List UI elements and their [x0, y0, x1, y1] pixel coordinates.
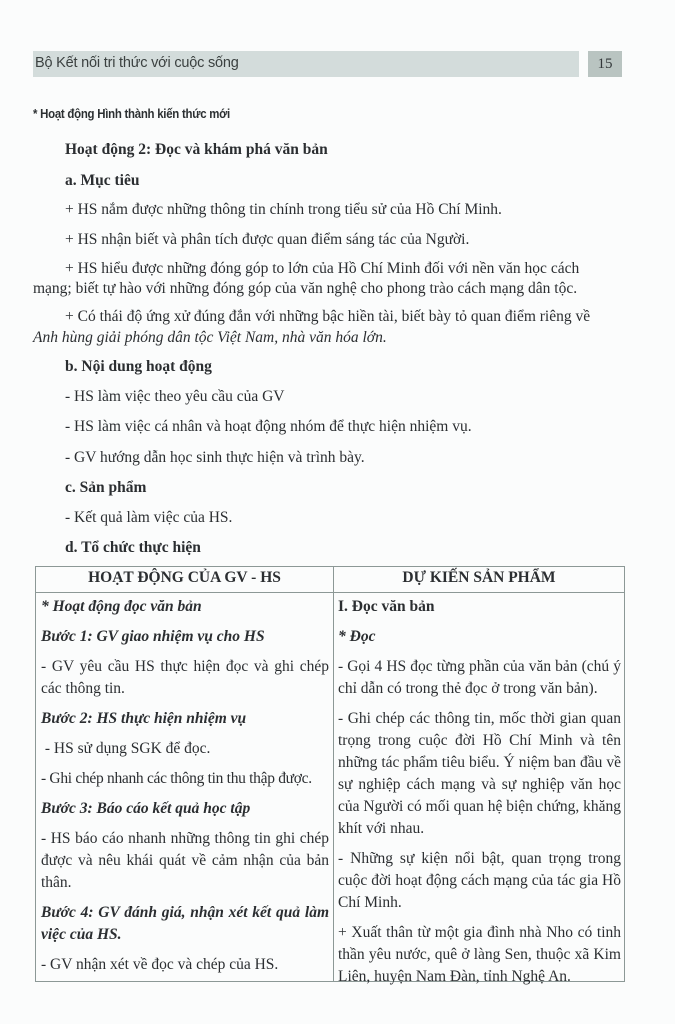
step-1-title: Bước 1: GV giao nhiệm vụ cho HS — [41, 628, 265, 645]
activity-table — [35, 566, 625, 985]
objective-item-continued: mạng; biết tự hào với những đóng góp của văn nghệ cho phong trào cách mạng dân tộc. — [33, 280, 578, 297]
step-3-title: Bước 3: Báo cáo kết quả học tập — [41, 800, 251, 817]
step-4-text: - GV nhận xét về đọc và chép của HS. — [41, 956, 279, 973]
objective-item: + HS hiểu được những đóng góp to lớn của Hồ Chí Minh đối với nền văn học cách — [65, 260, 580, 277]
reading-subtitle: * Đọc — [338, 628, 376, 645]
step-2-text: - Ghi chép nhanh các thông tin thu thập được. — [41, 770, 312, 787]
content-heading: b. Nội dung hoạt động — [65, 358, 212, 375]
step-3-text: - HS báo cáo nhanh những thông tin ghi chép được và nêu khái quát về cảm nhận của bản thân. — [41, 830, 329, 891]
objective-item-continued: Anh hùng giải phóng dân tộc Việt Nam, nhà văn hóa lớn. — [33, 329, 387, 346]
organization-heading: d. Tổ chức thực hiện — [65, 539, 201, 556]
right-cell — [338, 596, 621, 988]
objective-item: + HS nhận biết và phân tích được quan điểm sáng tác của Người. — [65, 231, 470, 248]
activity-title: Hoạt động 2: Đọc và khám phá văn bản — [65, 141, 328, 158]
objective-item: + Có thái độ ứng xử đúng đắn với những bậc hiền tài, biết bày tỏ quan điểm riêng về — [65, 308, 591, 325]
expected-product-paragraph: - Ghi chép các thông tin, mốc thời gian quan trọng trong cuộc đời Hồ Chí Minh và tên những tác phẩm tiêu biểu. Ý niệm ban đầu về sự nghiệp cách mạng và sự nghiệp văn học của Người có mối quan hệ biện chứng, khăng khít với nhau. — [338, 710, 621, 837]
table-header-expected-products: DỰ KIẾN SẢN PHẨM — [402, 569, 556, 586]
step-2-text: - HS sử dụng SGK để đọc. — [41, 740, 211, 757]
page-number-text: 15 — [597, 55, 613, 72]
left-cell — [41, 596, 329, 976]
content-item: - HS làm việc theo yêu cầu của GV — [65, 388, 285, 405]
step-2-title: Bước 2: HS thực hiện nhiệm vụ — [41, 710, 247, 727]
step-1-text: - GV yêu cầu HS thực hiện đọc và ghi chép các thông tin. — [41, 658, 329, 697]
product-item: - Kết quả làm việc của HS. — [65, 509, 233, 526]
objectives-heading: a. Mục tiêu — [65, 172, 140, 189]
header-divider — [36, 592, 624, 593]
reading-activity-title: * Hoạt động đọc văn bản — [41, 598, 202, 615]
column-divider — [333, 567, 334, 981]
objective-item: + HS nắm được những thông tin chính trong tiểu sử của Hồ Chí Minh. — [65, 201, 502, 218]
step-4-title: Bước 4: GV đánh giá, nhận xét kết quả làm việc của HS. — [41, 904, 329, 943]
table-header-activities: HOẠT ĐỘNG CỦA GV - HS — [88, 569, 281, 586]
expected-product-paragraph: + Xuất thân từ một gia đình nhà Nho có tinh thần yêu nước, quê ở làng Sen, thuộc xã Kim Liên, huyện Nam Đàn, tỉnh Nghệ An. — [338, 924, 621, 985]
content-item: - GV hướng dẫn học sinh thực hiện và trình bày. — [65, 449, 365, 466]
product-heading: c. Sản phẩm — [65, 479, 147, 496]
expected-product-paragraph: - Những sự kiện nổi bật, quan trọng trong cuộc đời hoạt động cách mạng của tác gia Hồ Chí Minh. — [338, 850, 621, 911]
content-item: - HS làm việc cá nhân và hoạt động nhóm để thực hiện nhiệm vụ. — [65, 418, 472, 435]
page-number — [588, 51, 622, 77]
running-header-title: Bộ Kết nối tri thức với cuộc sống — [35, 55, 239, 71]
section-heading: * Hoạt động Hình thành kiến thức mới — [33, 106, 230, 121]
reading-section-title: I. Đọc văn bản — [338, 598, 435, 615]
expected-product-paragraph: - Gọi 4 HS đọc từng phần của văn bản (chú ý chỉ dẫn có trong thẻ đọc ở trong văn bản). — [338, 658, 621, 697]
